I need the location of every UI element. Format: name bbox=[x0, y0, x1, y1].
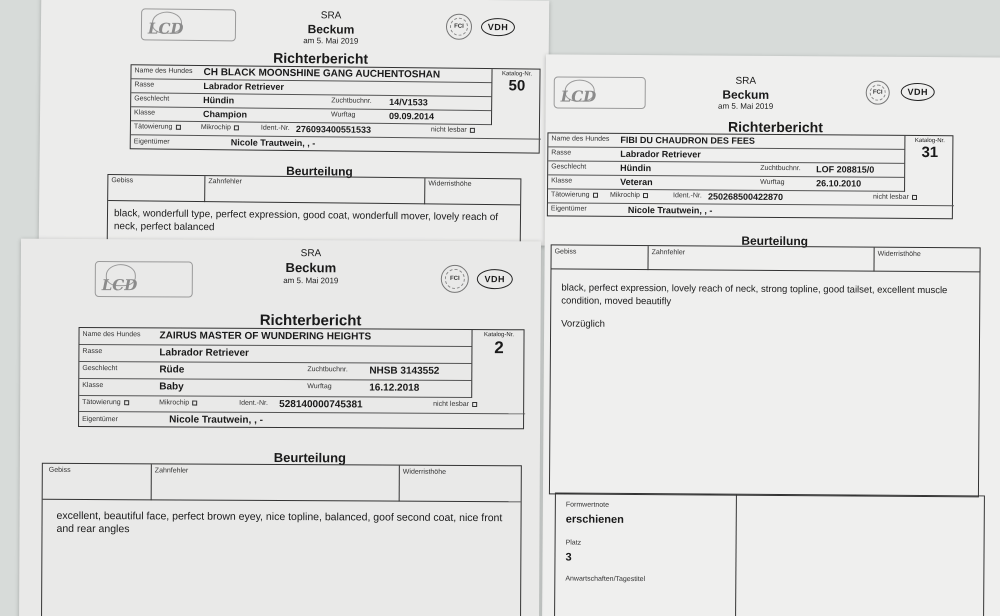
report-header bbox=[241, 248, 381, 286]
owner: Nicole Trautwein, , - bbox=[627, 204, 713, 216]
field-label: Beckum bbox=[307, 22, 355, 37]
field-label: VDH bbox=[484, 274, 506, 285]
lcd-logo bbox=[554, 76, 646, 109]
field-label: Klasse bbox=[551, 177, 573, 185]
assessment-box bbox=[41, 463, 522, 616]
formwert-value: erschienen bbox=[565, 513, 624, 526]
catalog-box bbox=[491, 69, 542, 126]
field-label: Beckum bbox=[722, 87, 770, 102]
field-label: Beckum bbox=[285, 260, 337, 276]
owner: Nicole Trautwein, , - bbox=[230, 137, 316, 149]
field-label: Mikrochip bbox=[609, 191, 640, 200]
field-label: Widerristhöhe bbox=[428, 180, 472, 188]
report-sheet-2 bbox=[542, 54, 1000, 616]
dog-name: CH BLACK MOONSHINE GANG AUCHENTOSHAN bbox=[203, 67, 441, 81]
catalog-box bbox=[904, 136, 954, 192]
field-label: Zahnfehler bbox=[154, 467, 189, 475]
field-label: Eigentümer bbox=[133, 138, 170, 146]
field-label: Formwertnote bbox=[565, 501, 610, 509]
field-label: Wurftag bbox=[760, 178, 785, 187]
sex: Hündin bbox=[620, 162, 652, 174]
report-title: Richterbericht bbox=[259, 311, 362, 330]
fci-seal-icon bbox=[866, 81, 890, 105]
field-label: LCD bbox=[560, 87, 597, 106]
birth-date: 09.09.2014 bbox=[389, 110, 435, 122]
field-label: FCI bbox=[872, 89, 883, 96]
class: Champion bbox=[203, 109, 248, 120]
sex: Rüde bbox=[159, 364, 185, 376]
dog-data-form bbox=[547, 132, 954, 219]
grade-text: Vorzüglich bbox=[561, 318, 605, 330]
field-label: am 5. Mai 2019 bbox=[718, 101, 774, 112]
field-label: Katalog-Nr. bbox=[483, 332, 515, 339]
field-label: Zuchtbuchnr. bbox=[331, 97, 372, 105]
lcd-logo bbox=[95, 261, 193, 298]
field-label: Gebiss bbox=[111, 177, 134, 185]
birth-date: 16.12.2018 bbox=[369, 382, 420, 394]
field-label: SRA bbox=[300, 248, 322, 260]
assessment-text: black, perfect expression, lovely reach of neck, strong topline, good tailset, excellent muscle condition, moved beautifly bbox=[561, 282, 948, 308]
vdh-logo-icon bbox=[481, 18, 515, 36]
field-label: Zuchtbuchnr. bbox=[307, 366, 348, 374]
assessment-box bbox=[107, 174, 522, 246]
field-label: Katalog-Nr. bbox=[914, 137, 945, 145]
owner: Nicole Trautwein, , - bbox=[169, 414, 264, 426]
field-label: Gebiss bbox=[48, 466, 71, 474]
field-label: LCD bbox=[101, 276, 138, 295]
field-label: Mikrochip bbox=[200, 124, 231, 132]
field-label: Anwartschaften/Tagestitel bbox=[565, 575, 646, 584]
field-label: Katalog-Nr. bbox=[501, 71, 533, 78]
field-label: LCD bbox=[147, 19, 184, 38]
field-label: am 5. Mai 2019 bbox=[283, 275, 339, 285]
field-label: Wurftag bbox=[331, 111, 356, 119]
field-label: Gebiss bbox=[554, 248, 577, 256]
ident-no: 528140000745381 bbox=[279, 398, 363, 411]
field-label: nicht lesbar bbox=[433, 400, 469, 408]
field-label: FCI bbox=[449, 275, 460, 282]
field-label: Widerristhöhe bbox=[877, 250, 921, 258]
field-label: Widerristhöhe bbox=[402, 468, 447, 476]
breed: Labrador Retriever bbox=[159, 347, 249, 359]
class: Baby bbox=[159, 381, 184, 393]
fci-seal-icon bbox=[441, 265, 469, 293]
field-label: Ident.-Nr. bbox=[239, 399, 268, 407]
assessment-text: excellent, beautiful face, perfect brown eyey, nice topline, balanced, goof second coat, nice front and rear angles bbox=[56, 509, 503, 536]
breed: Labrador Retriever bbox=[203, 81, 284, 92]
studbook-no: LOF 208815/0 bbox=[816, 164, 875, 175]
field-label: Klasse bbox=[82, 381, 104, 390]
studbook-no: 14/V1533 bbox=[389, 96, 428, 108]
field-label: Geschlecht bbox=[134, 95, 170, 103]
field-label: VDH bbox=[907, 86, 929, 98]
dog-name: ZAIRUS MASTER OF WUNDERING HEIGHTS bbox=[159, 330, 372, 343]
field-label: nicht lesbar bbox=[872, 193, 909, 201]
assessment-title: Beurteilung bbox=[273, 449, 347, 466]
report-sheet-1 bbox=[39, 0, 550, 246]
catalog-no: 2 bbox=[494, 338, 504, 358]
field-label: VDH bbox=[487, 22, 509, 33]
report-title: Richterbericht bbox=[273, 49, 369, 67]
dog-name: FIBI DU CHAUDRON DES FEES bbox=[620, 134, 755, 146]
report-header bbox=[261, 10, 401, 47]
field-label: Mikrochip bbox=[159, 399, 190, 407]
field-label: Zahnfehler bbox=[208, 178, 242, 186]
assessment-text: black, wonderfull type, perfect expression, good coat, wonderfull mover, lovely reach of neck, perfect balanced bbox=[113, 208, 499, 234]
field-label: FCI bbox=[454, 23, 464, 30]
report-title: Richterbericht bbox=[727, 118, 824, 136]
field-label: Tätowierung bbox=[550, 191, 590, 199]
catalog-no: 50 bbox=[508, 77, 526, 95]
field-label: Rasse bbox=[134, 81, 155, 89]
field-label: Eigentümer bbox=[550, 205, 587, 213]
field-label: Name des Hundes bbox=[551, 135, 610, 143]
field-label: Name des Hundes bbox=[82, 330, 141, 339]
vdh-logo-icon bbox=[477, 269, 513, 289]
assessment-box bbox=[549, 244, 981, 497]
ident-no: 276093400551533 bbox=[295, 124, 372, 135]
field-label: Zuchtbuchnr. bbox=[760, 164, 801, 173]
field-label: Ident.-Nr. bbox=[672, 192, 702, 200]
field-label: Platz bbox=[565, 539, 582, 547]
dog-data-form bbox=[78, 327, 525, 429]
lcd-logo bbox=[141, 8, 236, 41]
catalog-box bbox=[471, 330, 525, 398]
birth-date: 26.10.2010 bbox=[816, 178, 862, 189]
field-label: Rasse bbox=[82, 347, 103, 356]
report-header bbox=[686, 75, 806, 112]
catalog-no: 31 bbox=[921, 143, 939, 162]
assessment-title: Beurteilung bbox=[286, 163, 353, 179]
vdh-logo-icon bbox=[901, 83, 935, 101]
field-label: am 5. Mai 2019 bbox=[303, 36, 359, 47]
field-label: Eigentümer bbox=[82, 415, 118, 424]
platz-value: 3 bbox=[565, 551, 572, 564]
class: Veteran bbox=[620, 176, 653, 188]
result-box bbox=[554, 492, 985, 616]
field-label: Zahnfehler bbox=[651, 249, 686, 257]
ident-no: 250268500422870 bbox=[707, 191, 784, 203]
field-label: Klasse bbox=[134, 109, 156, 117]
field-label: Tätowierung bbox=[133, 123, 173, 131]
sex: Hündin bbox=[203, 95, 235, 106]
field-label: Name des Hundes bbox=[134, 67, 193, 75]
field-label: Wurftag bbox=[307, 383, 332, 391]
field-label: SRA bbox=[735, 75, 757, 87]
fci-seal-icon bbox=[446, 14, 472, 40]
field-label: nicht lesbar bbox=[430, 126, 467, 134]
report-sheet-3 bbox=[19, 239, 541, 616]
dog-data-form bbox=[130, 64, 541, 153]
field-label: Ident.-Nr. bbox=[260, 124, 290, 132]
field-label: SRA bbox=[320, 10, 342, 22]
field-label: Geschlecht bbox=[82, 364, 118, 373]
studbook-no: NHSB 3143552 bbox=[369, 365, 440, 377]
field-label: Tätowierung bbox=[82, 398, 121, 407]
field-label: Geschlecht bbox=[551, 163, 587, 171]
breed: Labrador Retriever bbox=[620, 148, 701, 160]
assessment-title: Beurteilung bbox=[741, 233, 809, 249]
field-label: Rasse bbox=[551, 149, 572, 157]
